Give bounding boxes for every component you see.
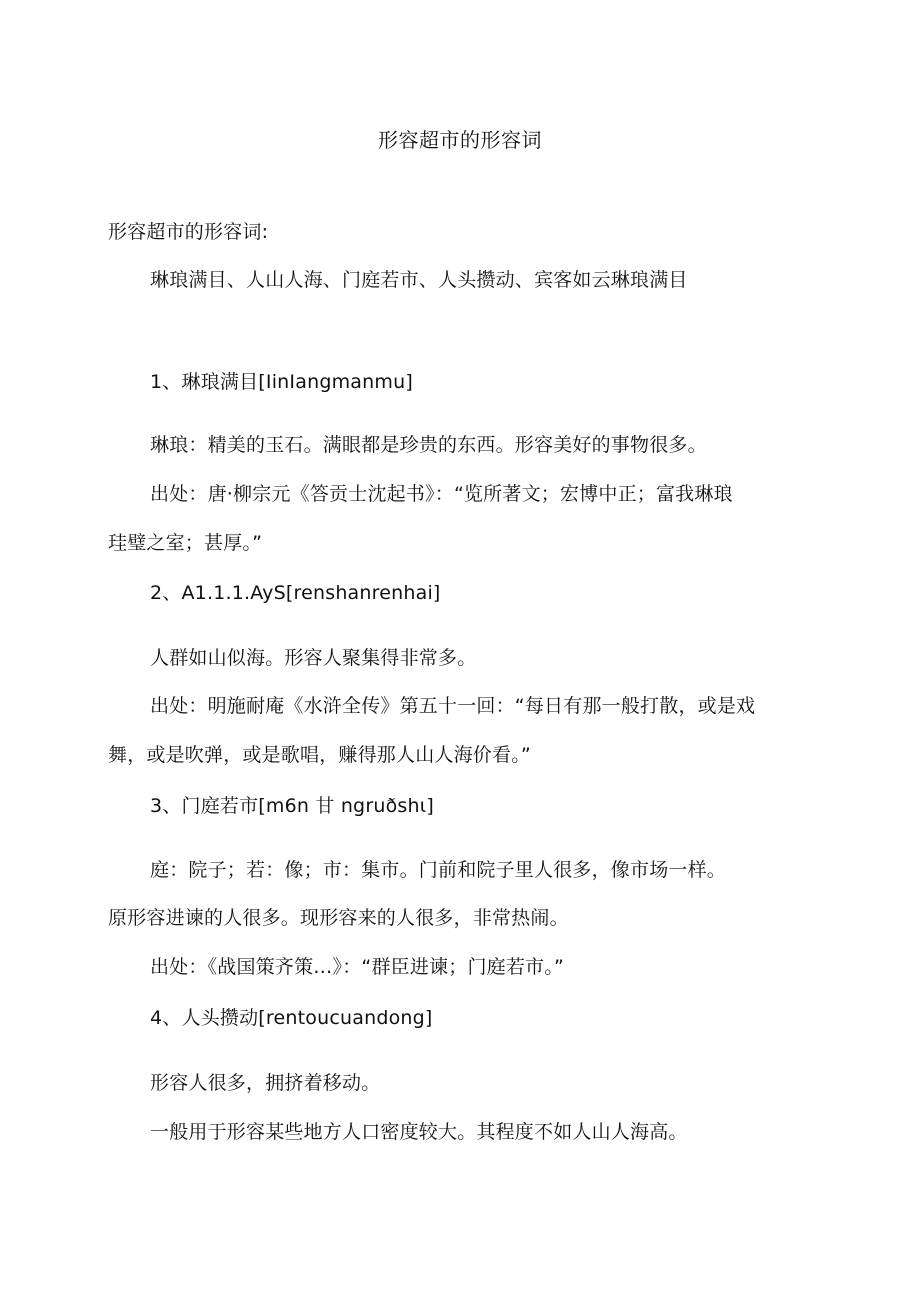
page-title: 形容超市的形容词 (378, 128, 542, 152)
entry-meaning: 琳琅：精美的玉石。满眼都是珍贵的东西。形容美好的事物很多。 (150, 434, 707, 456)
entry-heading: 3、门庭若市[m6n 甘 ngruðshι] (150, 795, 434, 817)
word-list: 琳琅满目、人山人海、门庭若市、人头攒动、宾客如云琳琅满目 (150, 269, 688, 291)
entry-meaning: 形容人很多，拥挤着移动。 (150, 1072, 381, 1094)
entry-source-continued: 珪璧之室；甚厚。” (108, 532, 263, 554)
entry-source-continued: 舞，或是吹弹，或是歌唱，赚得那人山人海价看。” (108, 744, 531, 766)
intro-label: 形容超市的形容词: (108, 221, 269, 243)
entry-source: 出处：唐·柳宗元《答贡士沈起书》：“览所著文；宏博中正；富我琳琅 (150, 483, 733, 505)
entry-heading: 1、琳琅满目[IinIangmanmu] (150, 371, 413, 393)
entry-heading: 4、人头攒动[rentoucuandong] (150, 1007, 433, 1029)
entry-meaning: 庭：院子；若：像；市：集市。门前和院子里人很多，像市场一样。 (150, 859, 727, 881)
entry-source: 出处：《战国策齐策…》：“群臣进谏；门庭若市。” (150, 956, 564, 978)
entry-meaning: 人群如山似海。形容人聚集得非常多。 (150, 647, 477, 669)
entry-meaning-continued: 原形容进谏的人很多。现形容来的人很多，非常热闹。 (108, 907, 569, 929)
entry-meaning-continued: 一般用于形容某些地方人口密度较大。其程度不如人山人海高。 (150, 1121, 688, 1143)
entry-heading: 2、A1.1.1.AyS[renshanrenhai] (150, 582, 441, 604)
entry-source: 出处：明施耐庵《水浒全传》第五十一回：“每日有那一般打散，或是戏 (150, 695, 756, 717)
